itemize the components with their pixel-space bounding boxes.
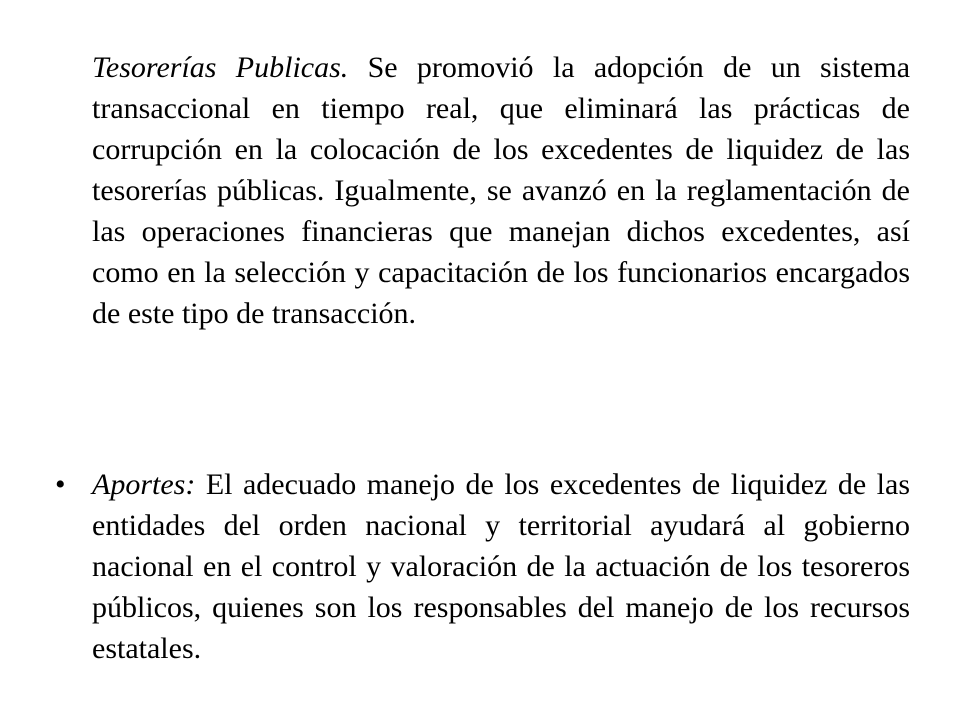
paragraph-term: Tesorerías Publicas. bbox=[92, 51, 349, 84]
paragraph-text: Se promovió la adopción de un sistema transaccional en tiempo real, que eliminará las prácticas de corrupción en la colocación de los excedentes de liquidez de las tesorerías públicas. Igualmente, se avanzó en la reglamentación de las operaciones financieras que manejan dichos excedentes, así como en la selección y capacitación de los funcionarios encargados de este tipo de transacción. bbox=[92, 51, 911, 330]
paragraph-aportes bbox=[92, 464, 910, 669]
bullet-icon: • bbox=[55, 468, 66, 501]
paragraph-term: Aportes: bbox=[92, 468, 196, 501]
paragraph-text: El adecuado manejo de los excedentes de liquidez de las entidades del orden nacional y territorial ayudará al gobierno nacional en el control y valoración de la actuación de los tesoreros públicos, quienes son los responsables del manejo de los recursos estatales. bbox=[92, 468, 910, 665]
paragraph-tesorerias bbox=[92, 47, 910, 334]
